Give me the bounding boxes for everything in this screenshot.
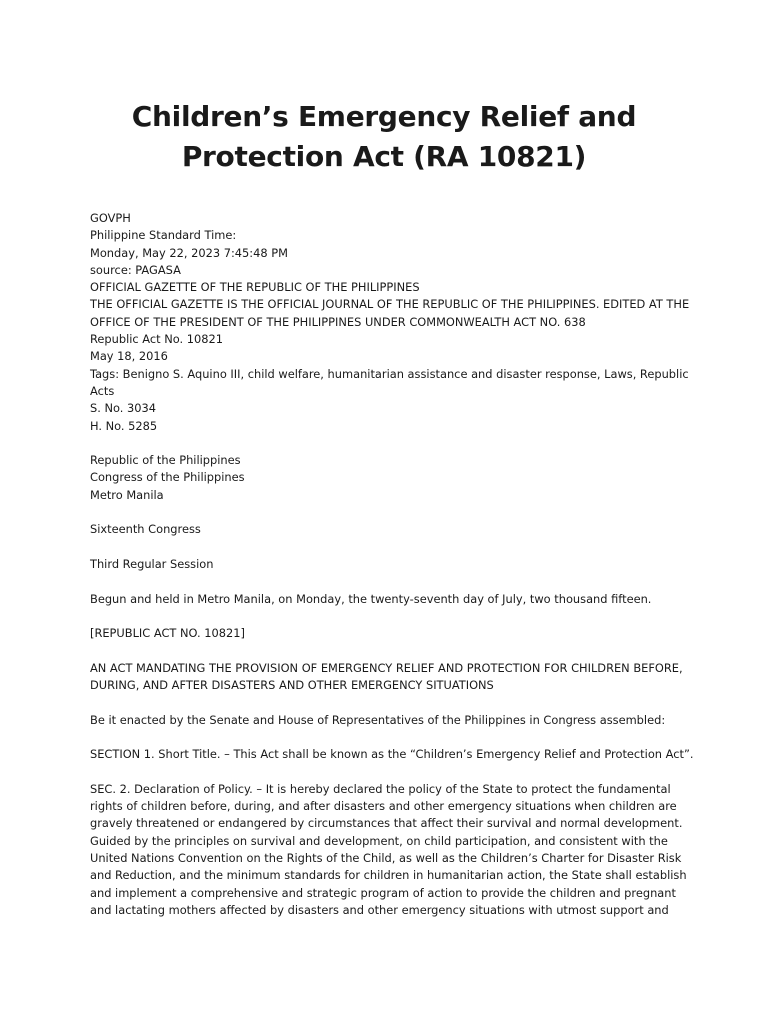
spacer bbox=[90, 435, 690, 452]
section-2-line: and lactating mothers affected by disasters and other emergency situations with utmost support and bbox=[90, 902, 669, 917]
section-2-line: and implement a comprehensive and strategic program of action to provide the children and pregnant bbox=[90, 885, 676, 900]
gazette-description-line-1: THE OFFICIAL GAZETTE IS THE OFFICIAL JOURNAL OF THE REPUBLIC OF THE PHILIPPINES. EDITED AT THE bbox=[90, 297, 690, 312]
origin-congress: Congress of the Philippines bbox=[90, 470, 245, 485]
document-body bbox=[90, 210, 694, 919]
datetime: Monday, May 22, 2023 7:45:48 PM bbox=[90, 245, 288, 260]
spacer bbox=[90, 694, 690, 711]
spacer bbox=[90, 764, 690, 781]
tags-line-2: Acts bbox=[90, 383, 115, 398]
act-heading: [REPUBLIC ACT NO. 10821] bbox=[90, 626, 245, 641]
origin-block bbox=[90, 452, 690, 504]
enacting-clause: Be it enacted by the Senate and House of Representatives of the Philippines in Congress assembled: bbox=[90, 712, 666, 727]
act-title-line-1: AN ACT MANDATING THE PROVISION OF EMERGENCY RELIEF AND PROTECTION FOR CHILDREN BEFORE, bbox=[90, 660, 683, 675]
act-number: Republic Act No. 10821 bbox=[90, 332, 224, 347]
document-title bbox=[0, 97, 768, 177]
time-label: Philippine Standard Time: bbox=[90, 228, 237, 243]
spacer bbox=[90, 573, 690, 590]
gazette-description-line-2: OFFICE OF THE PRESIDENT OF THE PHILIPPINES UNDER COMMONWEALTH ACT NO. 638 bbox=[90, 314, 586, 329]
spacer bbox=[90, 504, 690, 521]
site-name: GOVPH bbox=[90, 211, 131, 225]
spacer bbox=[90, 539, 690, 556]
section-2 bbox=[90, 781, 690, 919]
header-block bbox=[90, 210, 690, 435]
act-title bbox=[90, 660, 690, 695]
origin-republic: Republic of the Philippines bbox=[90, 453, 241, 468]
gazette-title: OFFICIAL GAZETTE OF THE REPUBLIC OF THE PHILIPPINES bbox=[90, 280, 420, 295]
title-line-1: Children’s Emergency Relief and bbox=[131, 100, 637, 133]
section-2-line: Guided by the principles on survival and development, on child participation, and consistent with the bbox=[90, 833, 668, 848]
session: Third Regular Session bbox=[90, 556, 214, 571]
section-1: SECTION 1. Short Title. – This Act shall be known as the “Children’s Emergency Relief and Protection Act”. bbox=[90, 747, 694, 762]
section-2-line: gravely threatened or endangered by circumstances that affect their survival and normal development. bbox=[90, 816, 683, 831]
section-2-line: United Nations Convention on the Rights of the Child, as well as the Children’s Charter for Disaster Risk bbox=[90, 850, 682, 865]
congress-number: Sixteenth Congress bbox=[90, 522, 201, 537]
section-2-line: rights of children before, during, and after disasters and other emergency situations when children are bbox=[90, 799, 677, 814]
section-2-line: and Reduction, and the minimum standards for children in humanitarian action, the State shall establish bbox=[90, 868, 687, 883]
spacer bbox=[90, 729, 690, 746]
title-line-2: Protection Act (RA 10821) bbox=[181, 140, 587, 173]
tags-line-1: Tags: Benigno S. Aquino III, child welfare, humanitarian assistance and disaster response, Laws, Republic bbox=[90, 366, 689, 381]
house-bill-number: H. No. 5285 bbox=[90, 418, 158, 433]
spacer bbox=[90, 608, 690, 625]
time-source: source: PAGASA bbox=[90, 262, 181, 277]
begun-statement: Begun and held in Metro Manila, on Monday, the twenty-seventh day of July, two thousand fifteen. bbox=[90, 591, 652, 606]
origin-place: Metro Manila bbox=[90, 487, 164, 502]
act-title-line-2: DURING, AND AFTER DISASTERS AND OTHER EMERGENCY SITUATIONS bbox=[90, 678, 494, 693]
spacer bbox=[90, 642, 690, 659]
senate-bill-number: S. No. 3034 bbox=[90, 401, 156, 416]
act-date: May 18, 2016 bbox=[90, 349, 168, 364]
section-2-line: SEC. 2. Declaration of Policy. – It is hereby declared the policy of the State to protect the fundamental bbox=[90, 781, 671, 796]
